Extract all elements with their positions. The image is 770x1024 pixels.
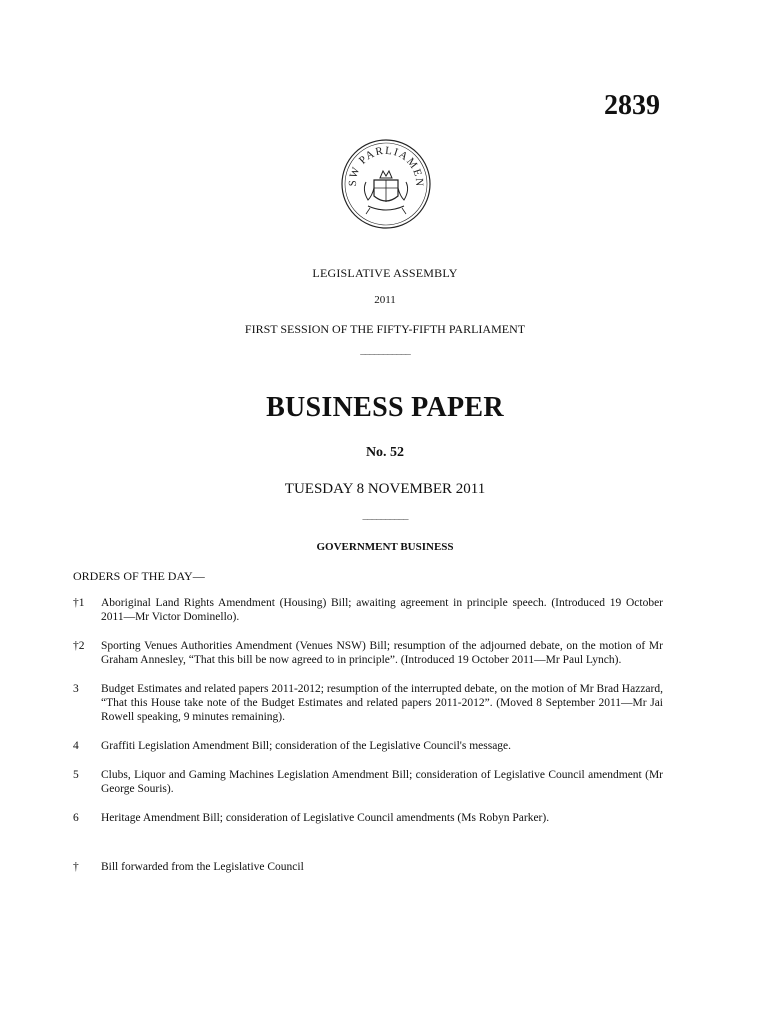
page-number: 2839: [604, 90, 660, 121]
item-number: †2: [73, 640, 85, 652]
item-text: Clubs, Liquor and Gaming Machines Legislation Amendment Bill; consideration of Legislative Council amendment (Mr George Souris).: [101, 769, 663, 795]
footnote-text: Bill forwarded from the Legislative Council: [101, 861, 304, 873]
item-number: 4: [73, 740, 79, 752]
list-item: [73, 682, 663, 724]
orders-heading: ORDERS OF THE DAY—: [73, 569, 205, 583]
item-text: Budget Estimates and related papers 2011-2012; resumption of the interrupted debate, on the motion of Mr Brad Hazzard, “That this House take note of the Budget Estimates and related papers 2011-2012”. (Moved 8 September 2011—Mr Jai Rowell speaking, 9 minutes remaining).: [101, 683, 663, 723]
seal-text: SW PARLIAMEN: [346, 144, 426, 188]
nsw-parliament-seal-icon: [340, 138, 432, 230]
session-year: 2011: [374, 294, 396, 306]
footnote-symbol: †: [73, 861, 79, 873]
list-item: [73, 768, 663, 796]
session-title: FIRST SESSION OF THE FIFTY-FIFTH PARLIAMENT: [244, 322, 526, 336]
paper-date: TUESDAY 8 NOVEMBER 2011: [284, 481, 486, 497]
divider-rule-2: __________: [362, 509, 408, 521]
house-name: LEGISLATIVE ASSEMBLY: [312, 266, 458, 280]
page-title: BUSINESS PAPER: [266, 392, 504, 423]
footnote: [73, 861, 304, 873]
item-number: 5: [73, 769, 79, 781]
item-text: Heritage Amendment Bill; consideration of Legislative Council amendments (Ms Robyn Parker).: [101, 812, 550, 824]
divider-rule: ___________: [360, 344, 410, 356]
item-number: †1: [73, 597, 85, 609]
orders-list: [73, 596, 663, 840]
item-number: 3: [73, 683, 79, 695]
list-item: [73, 596, 663, 624]
item-text: Aboriginal Land Rights Amendment (Housing) Bill; awaiting agreement in principle speech. (Introduced 19 October 2011—Mr Victor Dominello).: [101, 597, 663, 623]
paper-number: No. 52: [365, 445, 405, 460]
item-number: 6: [73, 812, 79, 824]
item-text: Sporting Venues Authorities Amendment (Venues NSW) Bill; resumption of the adjourned debate, on the motion of Mr Graham Annesley, “That this bill be now agreed to in principle”. (Introduced 19 October 2011—Mr Paul Lynch).: [101, 640, 663, 666]
list-item: [73, 811, 663, 825]
item-text: Graffiti Legislation Amendment Bill; consideration of the Legislative Council's message.: [101, 740, 512, 752]
list-item: [73, 639, 663, 667]
section-heading: GOVERNMENT BUSINESS: [316, 541, 454, 553]
list-item: [73, 739, 663, 753]
